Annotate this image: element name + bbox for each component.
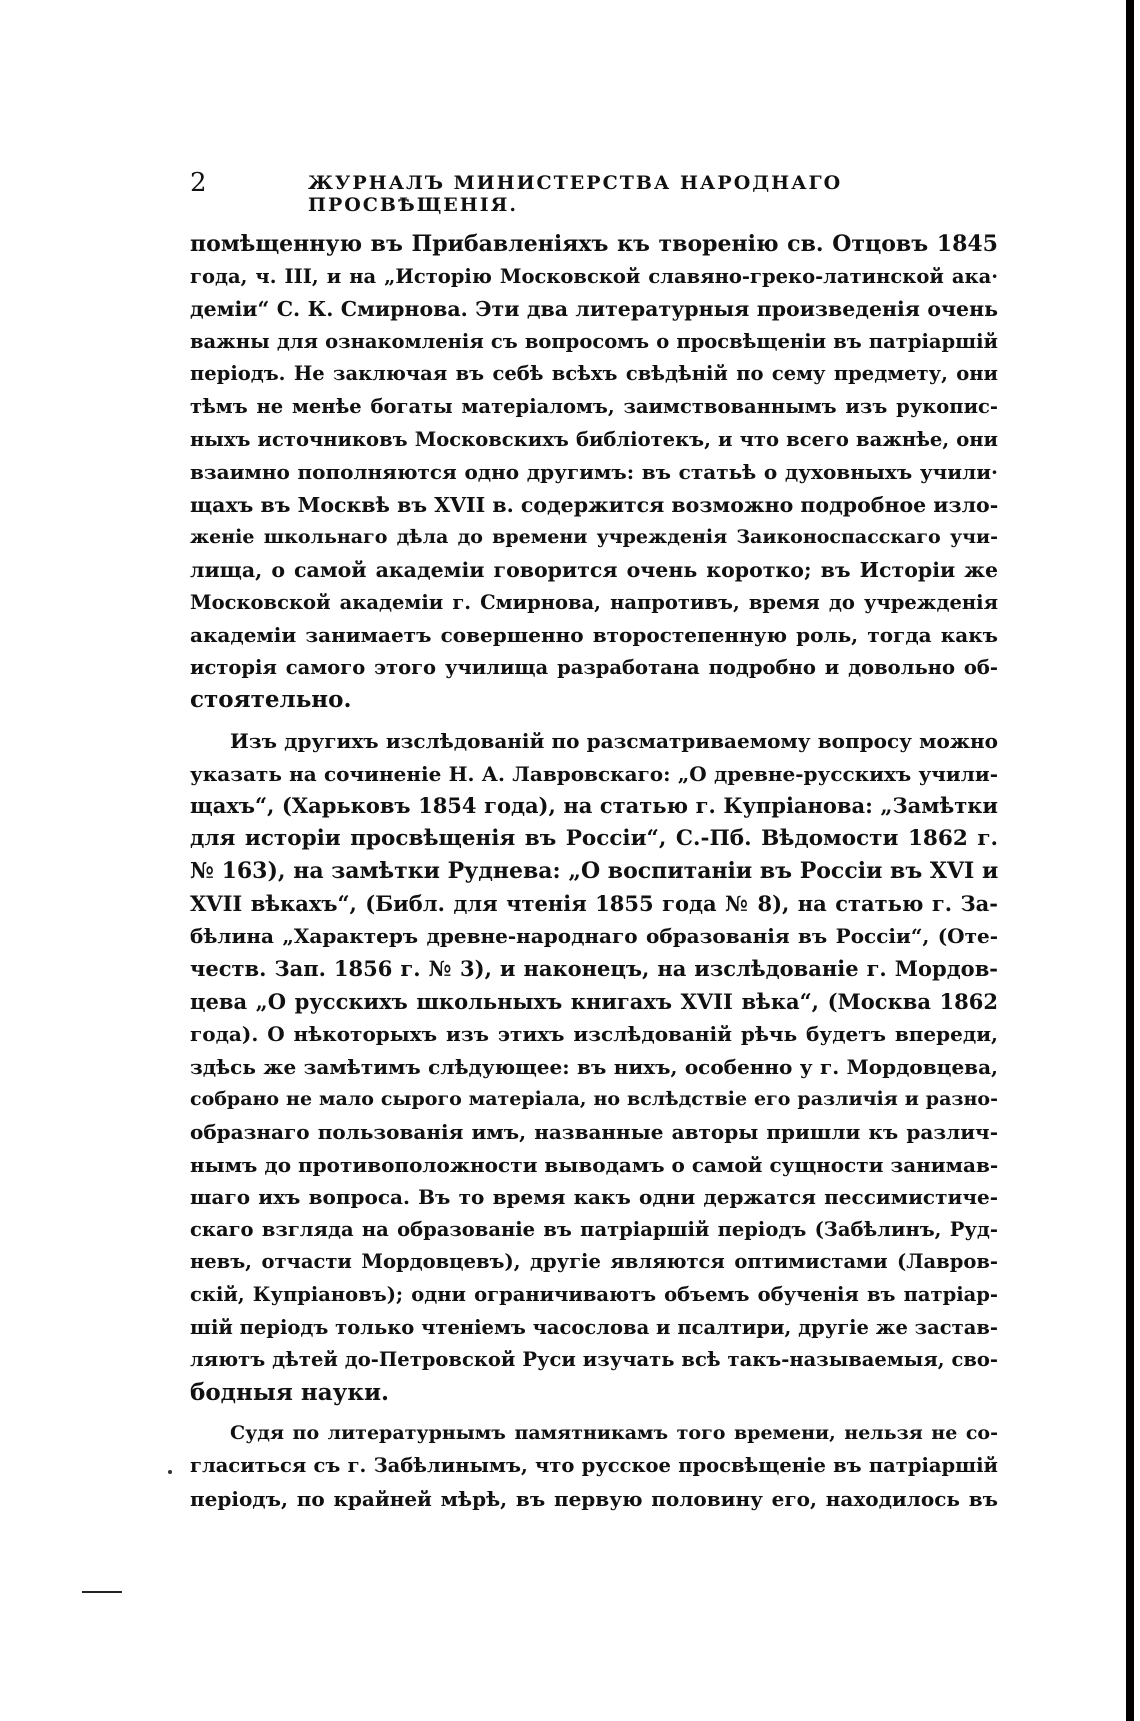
text-line: невъ, отчасти Мордовцевъ), другіе являются оптимистами (Лавров- xyxy=(190,1250,998,1274)
text-line: тѣмъ не менѣе богаты матеріаломъ, заимствованнымъ изъ рукопис- xyxy=(190,394,998,418)
text-line: помѣщенную въ Прибавленіяхъ къ творенію св. Отцовъ 1845 xyxy=(190,231,998,257)
text-line: періодъ, по крайней мѣрѣ, въ первую половину его, находилось въ xyxy=(190,1486,998,1511)
text-line: щахъ въ Москвѣ въ XVII в. содержится возможно подробное изло- xyxy=(190,492,999,517)
text-line: цева „О русскихъ школьныхъ книгахъ XVII вѣка“, (Москва 1862 xyxy=(190,988,998,1014)
text-line: Московской академіи г. Смирнова, напротивъ, время до учрежденія xyxy=(190,590,998,614)
page-number: 2 xyxy=(190,168,207,198)
text-line: указать на сочиненіе Н. А. Лавровскаго: „О древне-русскихъ учили- xyxy=(190,761,998,786)
text-line: образнаго пользованія имъ, названные авторы пришли къ различ- xyxy=(190,1120,998,1145)
page-body xyxy=(190,228,998,1515)
text-line: женіе школьнаго дѣла до времени учрежденія Заиконоспасскаго учи- xyxy=(190,526,998,549)
text-line: бодныя науки. xyxy=(190,1378,390,1406)
paragraph-1 xyxy=(190,228,998,717)
running-title: ЖУРНАЛЪ МИНИСТЕРСТВА НАРОДНАГО ПРОСВѢЩЕНІЯ. xyxy=(308,172,843,216)
text-line: нымъ до противоположности выводамъ о самой сущности занимав- xyxy=(190,1152,999,1177)
text-line: лища, о самой академіи говорится очень коротко; въ Исторіи же xyxy=(190,557,998,582)
text-line: ляютъ дѣтей до-Петровской Руси изучать всѣ такъ-называемыя, сво- xyxy=(190,1348,998,1372)
text-line: ныхъ источниковъ Московскихъ библіотекъ, и что всего важнѣе, они xyxy=(190,427,998,451)
text-line: для исторіи просвѣщенія въ Россіи“, С.-Пб. Вѣдомости 1862 г. xyxy=(190,825,998,851)
paragraph-2 xyxy=(190,725,998,1409)
text-line: взаимно пополняются одно другимъ: въ статьѣ о духовныхъ учили· xyxy=(190,460,998,485)
margin-dot xyxy=(168,1470,172,1474)
text-line: важны для ознакомленія съ вопросомъ о просвѣщеніи въ патріаршій xyxy=(190,329,998,353)
text-line: исторія самого этого училища разработана подробно и довольно об- xyxy=(190,655,998,679)
text-line: года, ч. III, и на „Исторію Московской славяно-греко-латинской ака· xyxy=(190,264,998,288)
text-line: щахъ“, (Харьковъ 1854 года), на статью г. Купріанова: „Замѣтки xyxy=(190,793,998,819)
text-line: академіи занимаетъ совершенно второстепенную роль, тогда какъ xyxy=(190,623,998,648)
text-line: періодъ. Не заключая въ себѣ всѣхъ свѣдѣній по сему предмету, они xyxy=(190,362,998,386)
text-line: стоятельно. xyxy=(190,686,352,714)
text-line: года). О нѣкоторыхъ изъ этихъ изслѣдованій рѣчь будетъ впереди, xyxy=(190,1022,998,1047)
text-line: скаго взгляда на образованіе въ патріаршій періодъ (Забѣлинъ, Руд- xyxy=(190,1217,998,1241)
text-line: бѣлина „Характеръ древне-народнаго образованія въ Россіи“, (Оте- xyxy=(190,924,998,949)
text-line: честв. Зап. 1856 г. № 3), и наконецъ, на изслѣдованіе г. Мордов- xyxy=(190,956,998,982)
text-line: скій, Купріановъ); одни ограничиваютъ объемъ обученія въ патріар- xyxy=(190,1283,998,1306)
text-line: XVII вѣкахъ“, (Библ. для чтенія 1855 года № 8), на статью г. За- xyxy=(190,890,998,916)
text-line: Судя по литературнымъ памятникамъ того времени, нельзя не со- xyxy=(230,1422,998,1445)
text-line: собрано не мало сырого матеріала, но вслѣдствіе его различія и разно- xyxy=(190,1088,998,1111)
text-line: шаго ихъ вопроса. Въ то время какъ одни держатся пессимистиче- xyxy=(190,1185,998,1210)
text-line: гласиться съ г. Забѣлинымъ, что русское просвѣщеніе въ патріаршій xyxy=(190,1453,998,1477)
text-line: Изъ другихъ изслѣдованій по разсматриваемому вопросу можно xyxy=(230,728,998,753)
footer-dash xyxy=(82,1591,122,1593)
page-edge-rule xyxy=(1126,0,1134,1721)
text-line: № 163), на замѣтки Руднева: „О воспитаніи въ Россіи въ XVI и xyxy=(190,858,999,885)
text-line: здѣсь же замѣтимъ слѣдующее: въ нихъ, особенно у г. Мордовцева, xyxy=(190,1054,998,1079)
text-line: шій періодъ только чтеніемъ часослова и псалтири, другіе же застав- xyxy=(190,1315,998,1339)
paragraph-3 xyxy=(190,1417,998,1515)
text-line: деміи“ С. К. Смирнова. Эти два литературныя произведенія очень xyxy=(190,297,998,322)
